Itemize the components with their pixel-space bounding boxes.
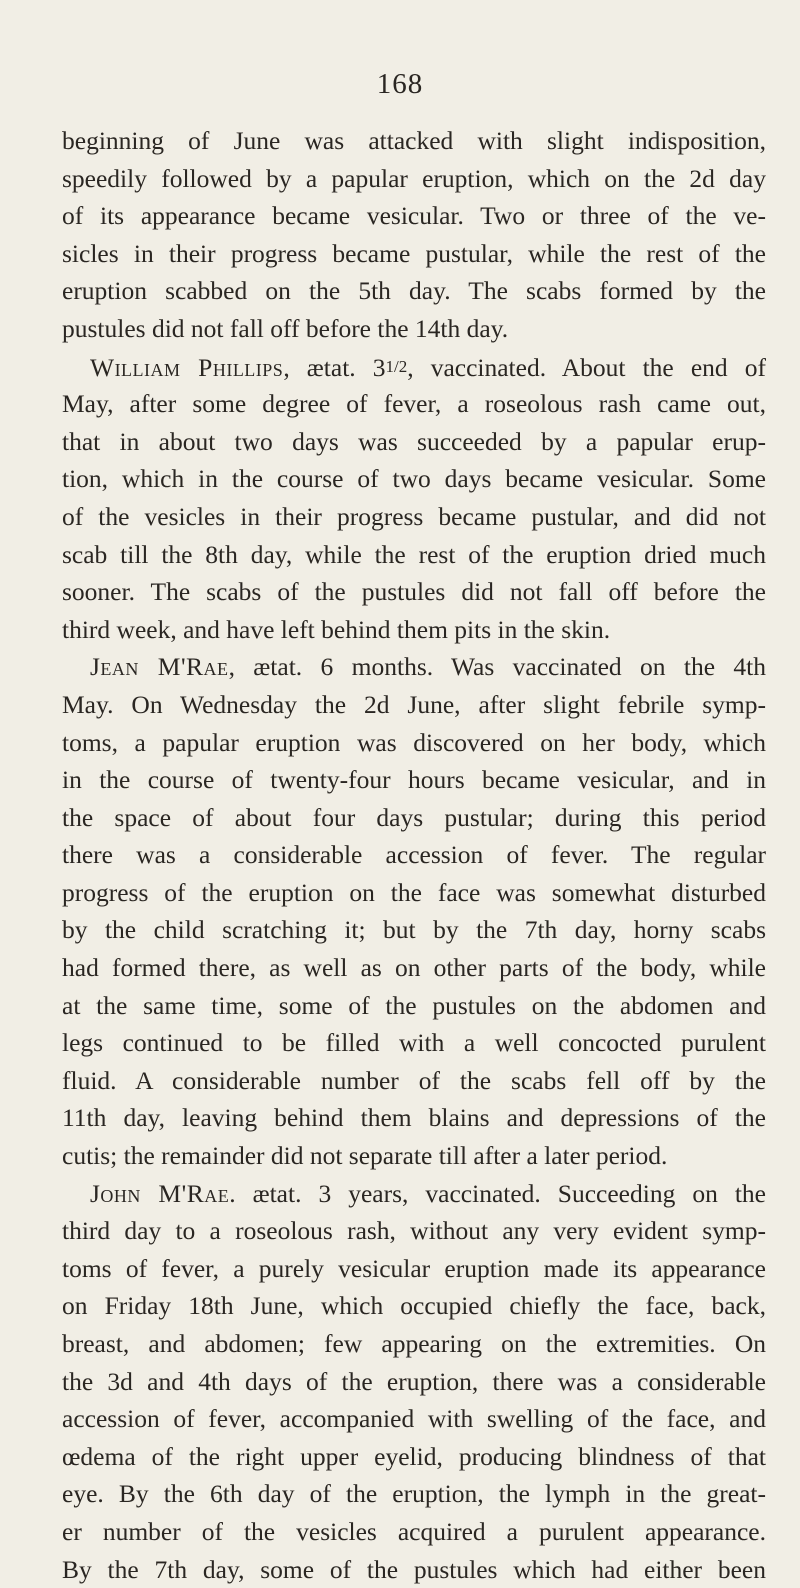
text-line	[62, 836, 766, 874]
text-line	[62, 423, 766, 461]
text-line	[62, 310, 766, 348]
text-line	[62, 235, 766, 273]
page-number: 168	[376, 68, 424, 100]
line-text: the space of about four days pustular; during this period	[62, 802, 766, 832]
text-line	[62, 1212, 766, 1250]
line-text: toms of fever, a purely vesicular eruption made its appearance	[62, 1253, 766, 1283]
line-text: by the child scratching it; but by the 7th day, horny scabs	[62, 915, 766, 945]
text-line	[62, 460, 766, 498]
line-text: beginning of June was attacked with slight indisposition,	[62, 126, 766, 155]
text-line	[62, 348, 766, 386]
line-text: , ætat. 6 months. Was vaccinated on the 4th	[228, 652, 766, 682]
line-text: scab till the 8th day, while the rest of the eruption dried much	[62, 539, 766, 569]
patient-name: William Phillips	[90, 352, 284, 382]
text-line	[62, 611, 766, 649]
text-line	[62, 1250, 766, 1288]
text-fragment: , ætat. 3	[283, 352, 386, 382]
line-text: there was a considerable accession of fever. The regular	[62, 840, 766, 870]
line-text: on Friday 18th June, which occupied chiefly the face, back,	[62, 1291, 766, 1321]
line-text: in the course of twenty-four hours became vesicular, and in	[62, 765, 766, 795]
line-text: . ætat. 3 years, vaccinated. Succeeding on the	[229, 1178, 766, 1208]
text-line	[62, 1024, 766, 1062]
text-line	[62, 761, 766, 799]
line-text: sicles in their progress became pustular, while the rest of the	[62, 238, 766, 268]
line-text: accession of fever, accompanied with swelling of the face, and	[62, 1404, 766, 1434]
line-text: May, after some degree of fever, a roseolous rash came out,	[62, 389, 766, 419]
line-text: legs continued to be filled with a well concocted purulent	[62, 1028, 766, 1058]
text-line	[62, 122, 766, 160]
line-text: 11th day, leaving behind them blains and depressions of the	[62, 1103, 766, 1133]
text-line	[62, 498, 766, 536]
text-line	[62, 1551, 766, 1588]
line-text: eruption scabbed on the 5th day. The scabs formed by the	[62, 276, 766, 306]
line-text: sooner. The scabs of the pustules did not fall off before the	[62, 577, 766, 607]
text-line	[62, 160, 766, 198]
line-text: of its appearance became vesicular. Two or three of the ve-	[62, 201, 766, 231]
line-text: By the 7th day, some of the pustules which had either been	[62, 1554, 766, 1584]
text-line	[62, 1137, 766, 1175]
text-line	[62, 686, 766, 724]
text-line	[62, 949, 766, 987]
text-line	[62, 272, 766, 310]
line-text: er number of the vesicles acquired a purulent appearance.	[62, 1516, 766, 1546]
patient-name: Jean M'Rae	[90, 652, 229, 682]
text-line	[62, 1062, 766, 1100]
line-text: progress of the eruption on the face was somewhat disturbed	[62, 877, 766, 907]
text-line	[62, 874, 766, 912]
line-text: œdema of the right upper eyelid, producing blindness of that	[62, 1441, 766, 1471]
line-text: cutis; the remainder did not separate till after a later period.	[62, 1141, 668, 1171]
line-text: pustules did not fall off before the 14th day.	[62, 313, 509, 343]
line-text: breast, and abdomen; few appearing on the extremities. On	[62, 1329, 766, 1358]
line-text: May. On Wednesday the 2d June, after slight febrile symp-	[62, 689, 766, 719]
text-line	[62, 1400, 766, 1438]
patient-name: John M'Rae	[90, 1178, 230, 1208]
text-line	[62, 799, 766, 837]
line-text: eye. By the 6th day of the eruption, the lymph in the great-	[62, 1479, 766, 1509]
line-text: toms, a papular eruption was discovered on her body, which	[62, 727, 766, 757]
text-line	[62, 1438, 766, 1476]
text-line	[62, 385, 766, 423]
fraction: 1/2	[385, 356, 408, 376]
text-line	[62, 197, 766, 235]
line-text: third week, and have left behind them pits in the skin.	[62, 614, 611, 644]
text-line	[62, 1175, 766, 1213]
line-text: that in about two days was succeeded by a papular erup-	[62, 426, 766, 456]
line-text: speedily followed by a papular eruption, which on the 2d day	[62, 163, 766, 193]
text-line	[62, 648, 766, 686]
line-text: fluid. A considerable number of the scabs fell off by the	[62, 1065, 766, 1095]
line-text: at the same time, some of the pustules on the abdomen and	[62, 990, 766, 1020]
text-line	[62, 1475, 766, 1513]
text-line	[62, 536, 766, 574]
text-line	[62, 1513, 766, 1551]
line-text: of the vesicles in their progress became pustular, and did not	[62, 501, 766, 531]
line-text: tion, which in the course of two days became vesicular. Some	[62, 464, 766, 494]
text-line	[62, 911, 766, 949]
line-text: had formed there, as well as on other parts of the body, while	[62, 953, 766, 983]
text-line	[62, 573, 766, 611]
text-line	[62, 724, 766, 762]
line-text: the 3d and 4th days of the eruption, there was a considerable	[62, 1366, 766, 1396]
text-line	[62, 987, 766, 1025]
text-line	[62, 1099, 766, 1137]
text-line	[62, 1287, 766, 1325]
text-line	[62, 1363, 766, 1401]
text-line	[62, 1325, 766, 1363]
body-text	[62, 122, 766, 1588]
line-text: , vaccinated. About the end of	[407, 352, 766, 382]
line-text: third day to a roseolous rash, without any very evident symp-	[62, 1216, 766, 1246]
